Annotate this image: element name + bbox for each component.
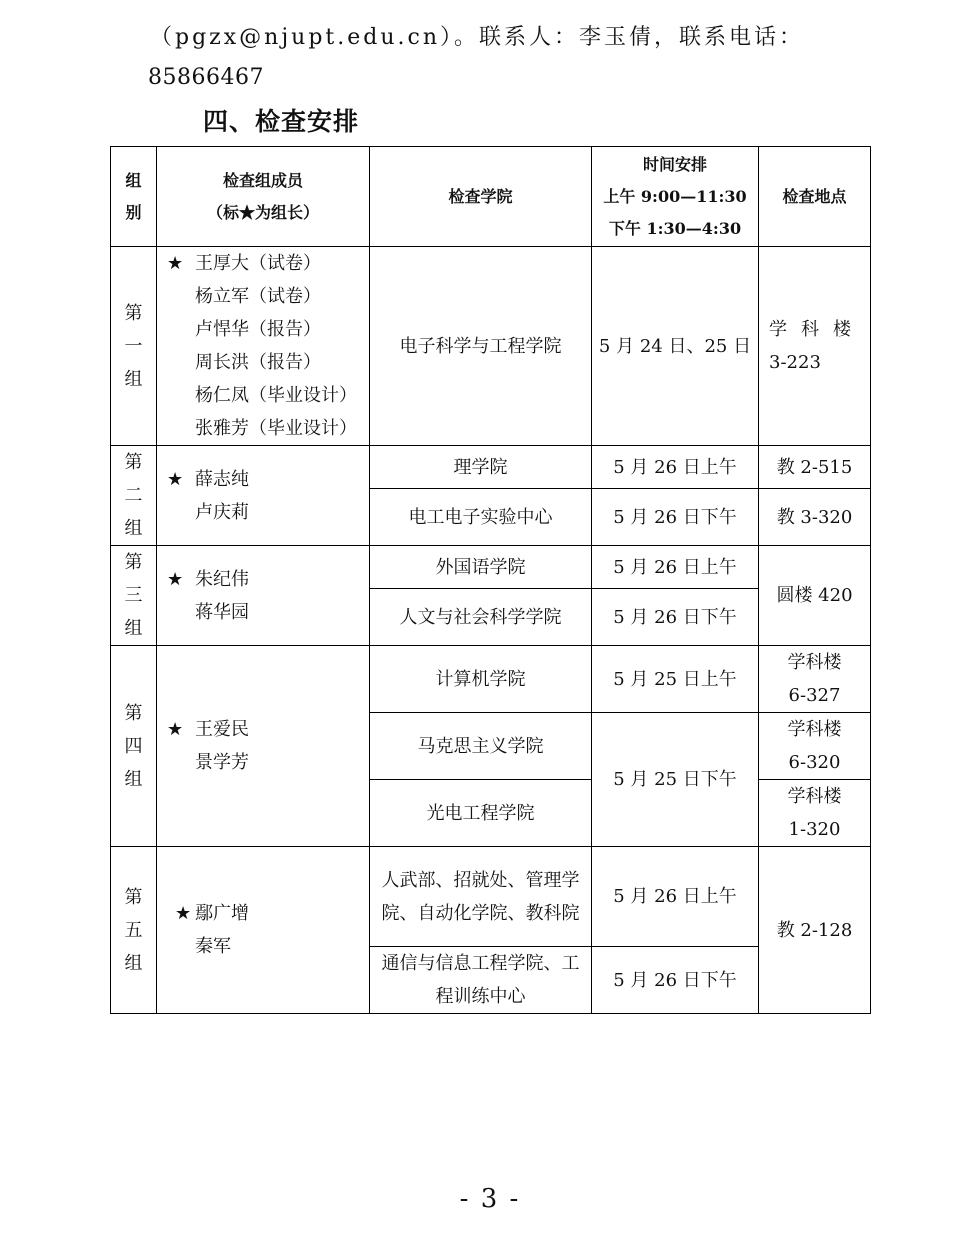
location-cell: 教 3-320 (759, 489, 871, 546)
college-cell: 人文与社会科学学院 (370, 589, 592, 646)
member-leader: ★ 王厚大（试卷） (167, 247, 369, 280)
table-row (111, 247, 871, 446)
location-cell: 圆楼 420 (759, 546, 871, 646)
inspection-schedule-table (110, 146, 871, 1014)
group-members-4: ★ 王爱民 景学芳 (157, 646, 370, 847)
header-group: 组 别 (111, 147, 157, 247)
group-label-2: 第 二 组 (111, 446, 157, 546)
header-members: 检查组成员 （标★为组长） (157, 147, 370, 247)
college-cell: 马克思主义学院 (370, 713, 592, 780)
table-row (111, 847, 871, 947)
location-cell: 教 2-515 (759, 446, 871, 489)
contact-line: （pgzx@njupt.edu.cn）。联系人：李玉倩，联系电话： (150, 25, 804, 50)
college-cell: 电工电子实验中心 (370, 489, 592, 546)
time-cell: 5 月 26 日下午 (592, 489, 759, 546)
table-header-row (111, 147, 871, 247)
college-cell: 计算机学院 (370, 646, 592, 713)
college-cell: 光电工程学院 (370, 780, 592, 847)
header-location: 检查地点 (759, 147, 871, 247)
time-cell: 5 月 24 日、25 日 (592, 247, 759, 446)
college-cell: 人武部、招就处、管理学院、自动化学院、教科院 (370, 847, 592, 947)
group-members-2: ★ 薛志纯 卢庆莉 (157, 446, 370, 546)
college-cell: 通信与信息工程学院、工程训练中心 (370, 947, 592, 1014)
leader-star-icon: ★ (167, 719, 184, 740)
header-time: 时间安排 上午 9:00—11:30 下午 1:30—4:30 (592, 147, 759, 247)
section-title: 四、检查安排 (203, 107, 360, 136)
leader-star-icon: ★ (167, 253, 184, 274)
group-label-5: 第 五 组 (111, 847, 157, 1014)
page-number: - 3 - (459, 1184, 521, 1214)
group-label-3: 第 三 组 (111, 546, 157, 646)
time-cell: 5 月 26 日上午 (592, 446, 759, 489)
group-members-5: ★ 鄢广增 秦军 (157, 847, 370, 1014)
time-cell: 5 月 26 日下午 (592, 947, 759, 1014)
location-cell: 学科楼 6-327 (759, 646, 871, 713)
leader-star-icon: ★ (175, 903, 192, 924)
group-label-1: 第 一 组 (111, 247, 157, 446)
location-cell: 学科楼 1-320 (759, 780, 871, 847)
contact-phone: 85866467 (148, 65, 264, 90)
member-leader: ★ 朱纪伟 (167, 563, 369, 596)
location-cell: 学科楼 3-223 (759, 247, 871, 446)
member-leader: ★ 王爱民 (167, 713, 369, 746)
location-cell: 学科楼 6-320 (759, 713, 871, 780)
time-cell: 5 月 26 日上午 (592, 546, 759, 589)
time-cell: 5 月 25 日下午 (592, 713, 759, 847)
leader-star-icon: ★ (167, 568, 184, 590)
table-row (111, 446, 871, 489)
time-cell: 5 月 26 日上午 (592, 847, 759, 947)
group-members-3: ★ 朱纪伟 蒋华园 (157, 546, 370, 646)
time-cell: 5 月 25 日上午 (592, 646, 759, 713)
member-leader: ★ 薛志纯 (167, 463, 369, 496)
time-cell: 5 月 26 日下午 (592, 589, 759, 646)
college-cell: 外国语学院 (370, 546, 592, 589)
leader-star-icon: ★ (167, 468, 184, 490)
member-leader: ★ 鄢广增 (167, 897, 369, 930)
table-row (111, 646, 871, 713)
group-label-4: 第 四 组 (111, 646, 157, 847)
college-cell: 理学院 (370, 446, 592, 489)
location-cell: 教 2-128 (759, 847, 871, 1014)
header-college: 检查学院 (370, 147, 592, 247)
table-row (111, 546, 871, 589)
college-cell: 电子科学与工程学院 (370, 247, 592, 446)
group-members-1: ★ 王厚大（试卷） 杨立军（试卷） 卢悍华（报告） 周长洪（报告） 杨仁凤（毕业设计） 张雅芳（毕业设计） (157, 247, 370, 446)
